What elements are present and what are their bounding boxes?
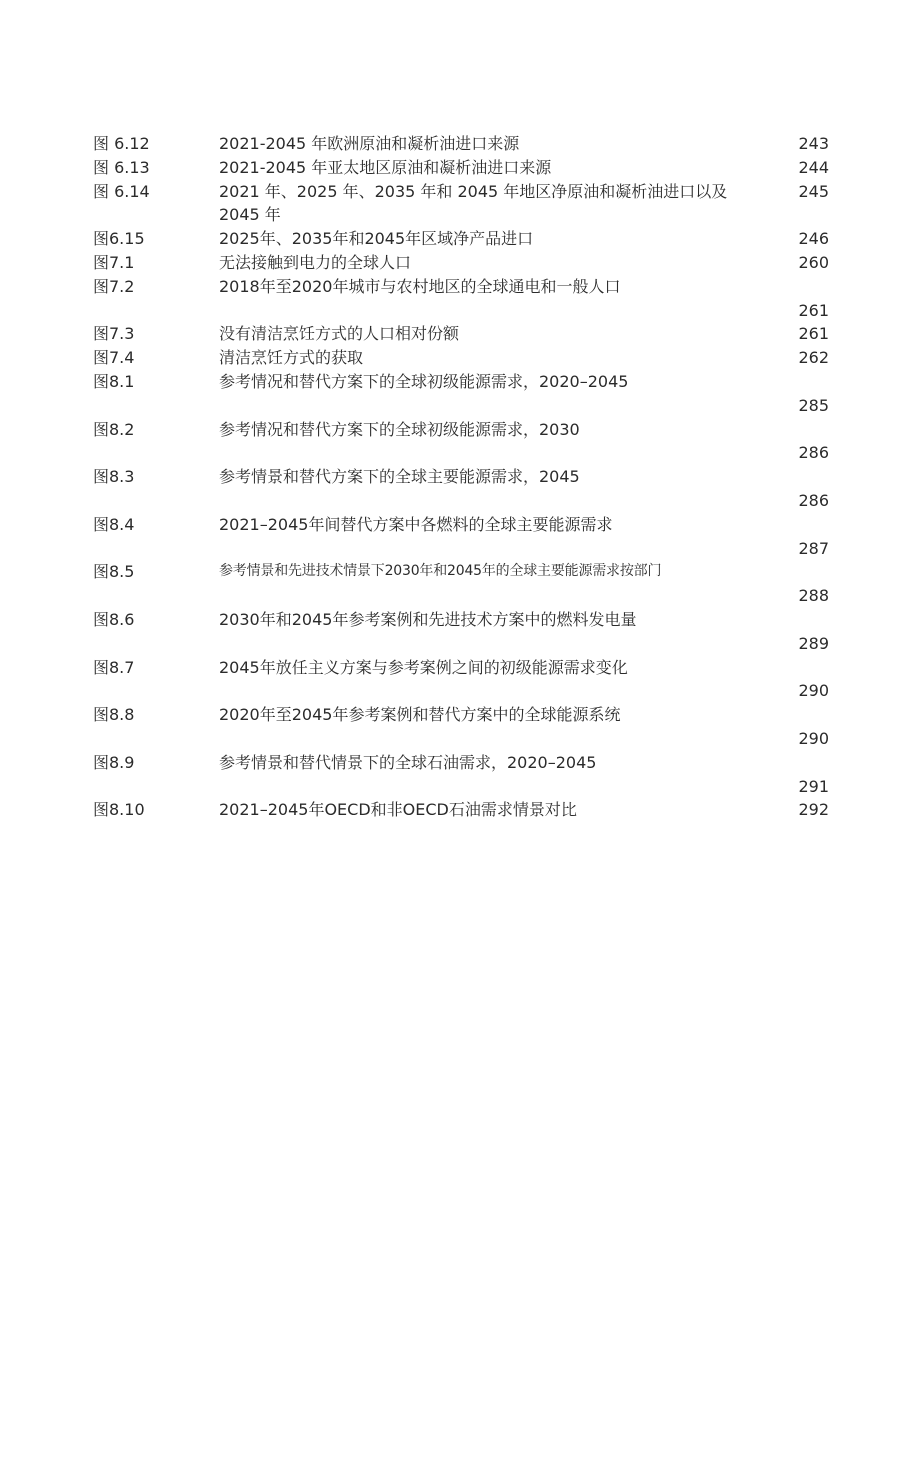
figure-number: 图7.4 (93, 348, 135, 368)
figure-title: 参考情景和替代方案下的全球主要能源需求，2045 (219, 467, 580, 487)
page-number: 291 (798, 776, 829, 796)
figure-number: 图8.7 (93, 657, 135, 677)
toc-entry-8-6[interactable] (93, 608, 829, 656)
toc-entry-8-5[interactable] (93, 560, 829, 608)
toc-entry-8-8[interactable] (93, 703, 829, 751)
toc-entry-8-2[interactable] (93, 418, 829, 466)
figure-number: 图8.3 (93, 467, 135, 487)
page-number: 246 (798, 229, 829, 249)
figure-number: 图7.3 (93, 324, 135, 344)
figure-number: 图8.9 (93, 752, 135, 772)
page-number: 288 (798, 586, 829, 606)
page-number: 289 (798, 633, 829, 653)
figure-title: 参考情景和先进技术情景下2030年和2045年的全球主要能源需求按部门 (219, 563, 662, 580)
figure-number: 图7.1 (93, 252, 135, 272)
toc-entry-8-1[interactable] (93, 370, 829, 418)
figure-number: 图8.2 (93, 419, 135, 439)
toc-entry-7-1[interactable] (93, 251, 829, 275)
toc-entry-6-15[interactable] (93, 227, 829, 251)
toc-entry-7-2[interactable] (93, 275, 829, 323)
page-number: 262 (798, 348, 829, 368)
toc-entry-7-3[interactable] (93, 322, 829, 346)
figure-number: 图8.8 (93, 705, 135, 725)
figure-number: 图8.10 (93, 800, 145, 820)
figure-number: 图6.15 (93, 229, 145, 249)
page-number: 290 (798, 681, 829, 701)
toc-entry-8-4[interactable] (93, 513, 829, 561)
page-number: 244 (798, 157, 829, 177)
page-number: 261 (798, 324, 829, 344)
figure-number: 图8.6 (93, 609, 135, 629)
toc-entry-8-3[interactable] (93, 465, 829, 513)
figure-title: 2030年和2045年参考案例和先进技术方案中的燃料发电量 (219, 609, 637, 629)
figure-title: 无法接触到电力的全球人口 (219, 252, 412, 272)
figure-number: 图8.1 (93, 371, 135, 391)
figure-title: 参考情景和替代情景下的全球石油需求，2020–2045 (219, 752, 597, 772)
figure-title: 参考情况和替代方案下的全球初级能源需求，2020–2045 (219, 371, 629, 391)
figure-title: 参考情况和替代方案下的全球初级能源需求，2030 (219, 419, 580, 439)
figure-title: 2021–2045年间替代方案中各燃料的全球主要能源需求 (219, 514, 613, 534)
page-number: 286 (798, 490, 829, 510)
figure-number: 图 6.14 (93, 181, 150, 201)
figure-title: 没有清洁烹饪方式的人口相对份额 (219, 324, 460, 344)
page-number: 260 (798, 252, 829, 272)
figure-title: 2021-2045 年欧洲原油和凝析油进口来源 (219, 134, 520, 153)
page-number: 243 (798, 134, 829, 153)
toc-entry-6-13[interactable] (93, 156, 829, 180)
toc-entry-8-9[interactable] (93, 751, 829, 799)
toc-entry-6-14[interactable] (93, 180, 829, 228)
toc-entry-7-4[interactable] (93, 346, 829, 370)
toc-entry-8-7[interactable] (93, 656, 829, 704)
figure-title: 2021-2045 年亚太地区原油和凝析油进口来源 (219, 157, 552, 177)
page-number: 285 (798, 395, 829, 415)
page-number: 286 (798, 443, 829, 463)
figure-title: 2021–2045年OECD和非OECD石油需求情景对比 (219, 800, 577, 820)
page-number: 245 (798, 181, 829, 201)
figure-title: 2020年至2045年参考案例和替代方案中的全球能源系统 (219, 705, 621, 725)
figure-title: 2018年至2020年城市与农村地区的全球通电和一般人口 (219, 276, 621, 296)
figure-number: 图 6.13 (93, 157, 150, 177)
list-of-figures (93, 132, 829, 822)
figure-number: 图7.2 (93, 276, 135, 296)
figure-title: 2045年放任主义方案与参考案例之间的初级能源需求变化 (219, 657, 628, 677)
page-number: 287 (798, 538, 829, 558)
toc-entry-8-10[interactable] (93, 798, 829, 822)
page-number: 292 (798, 800, 829, 820)
figure-title: 2025年、2035年和2045年区域净产品进口 (219, 229, 534, 249)
figure-number: 图8.4 (93, 514, 135, 534)
toc-entry-6-12[interactable] (93, 132, 829, 156)
figure-number: 图 6.12 (93, 134, 150, 153)
page-number: 290 (798, 728, 829, 748)
figure-title: 2021 年、2025 年、2035 年和 2045 年地区净原油和凝析油进口以及 2045 年 (219, 181, 728, 225)
figure-number: 图8.5 (93, 562, 135, 582)
page-number: 261 (798, 300, 829, 320)
figure-title: 清洁烹饪方式的获取 (219, 348, 364, 368)
